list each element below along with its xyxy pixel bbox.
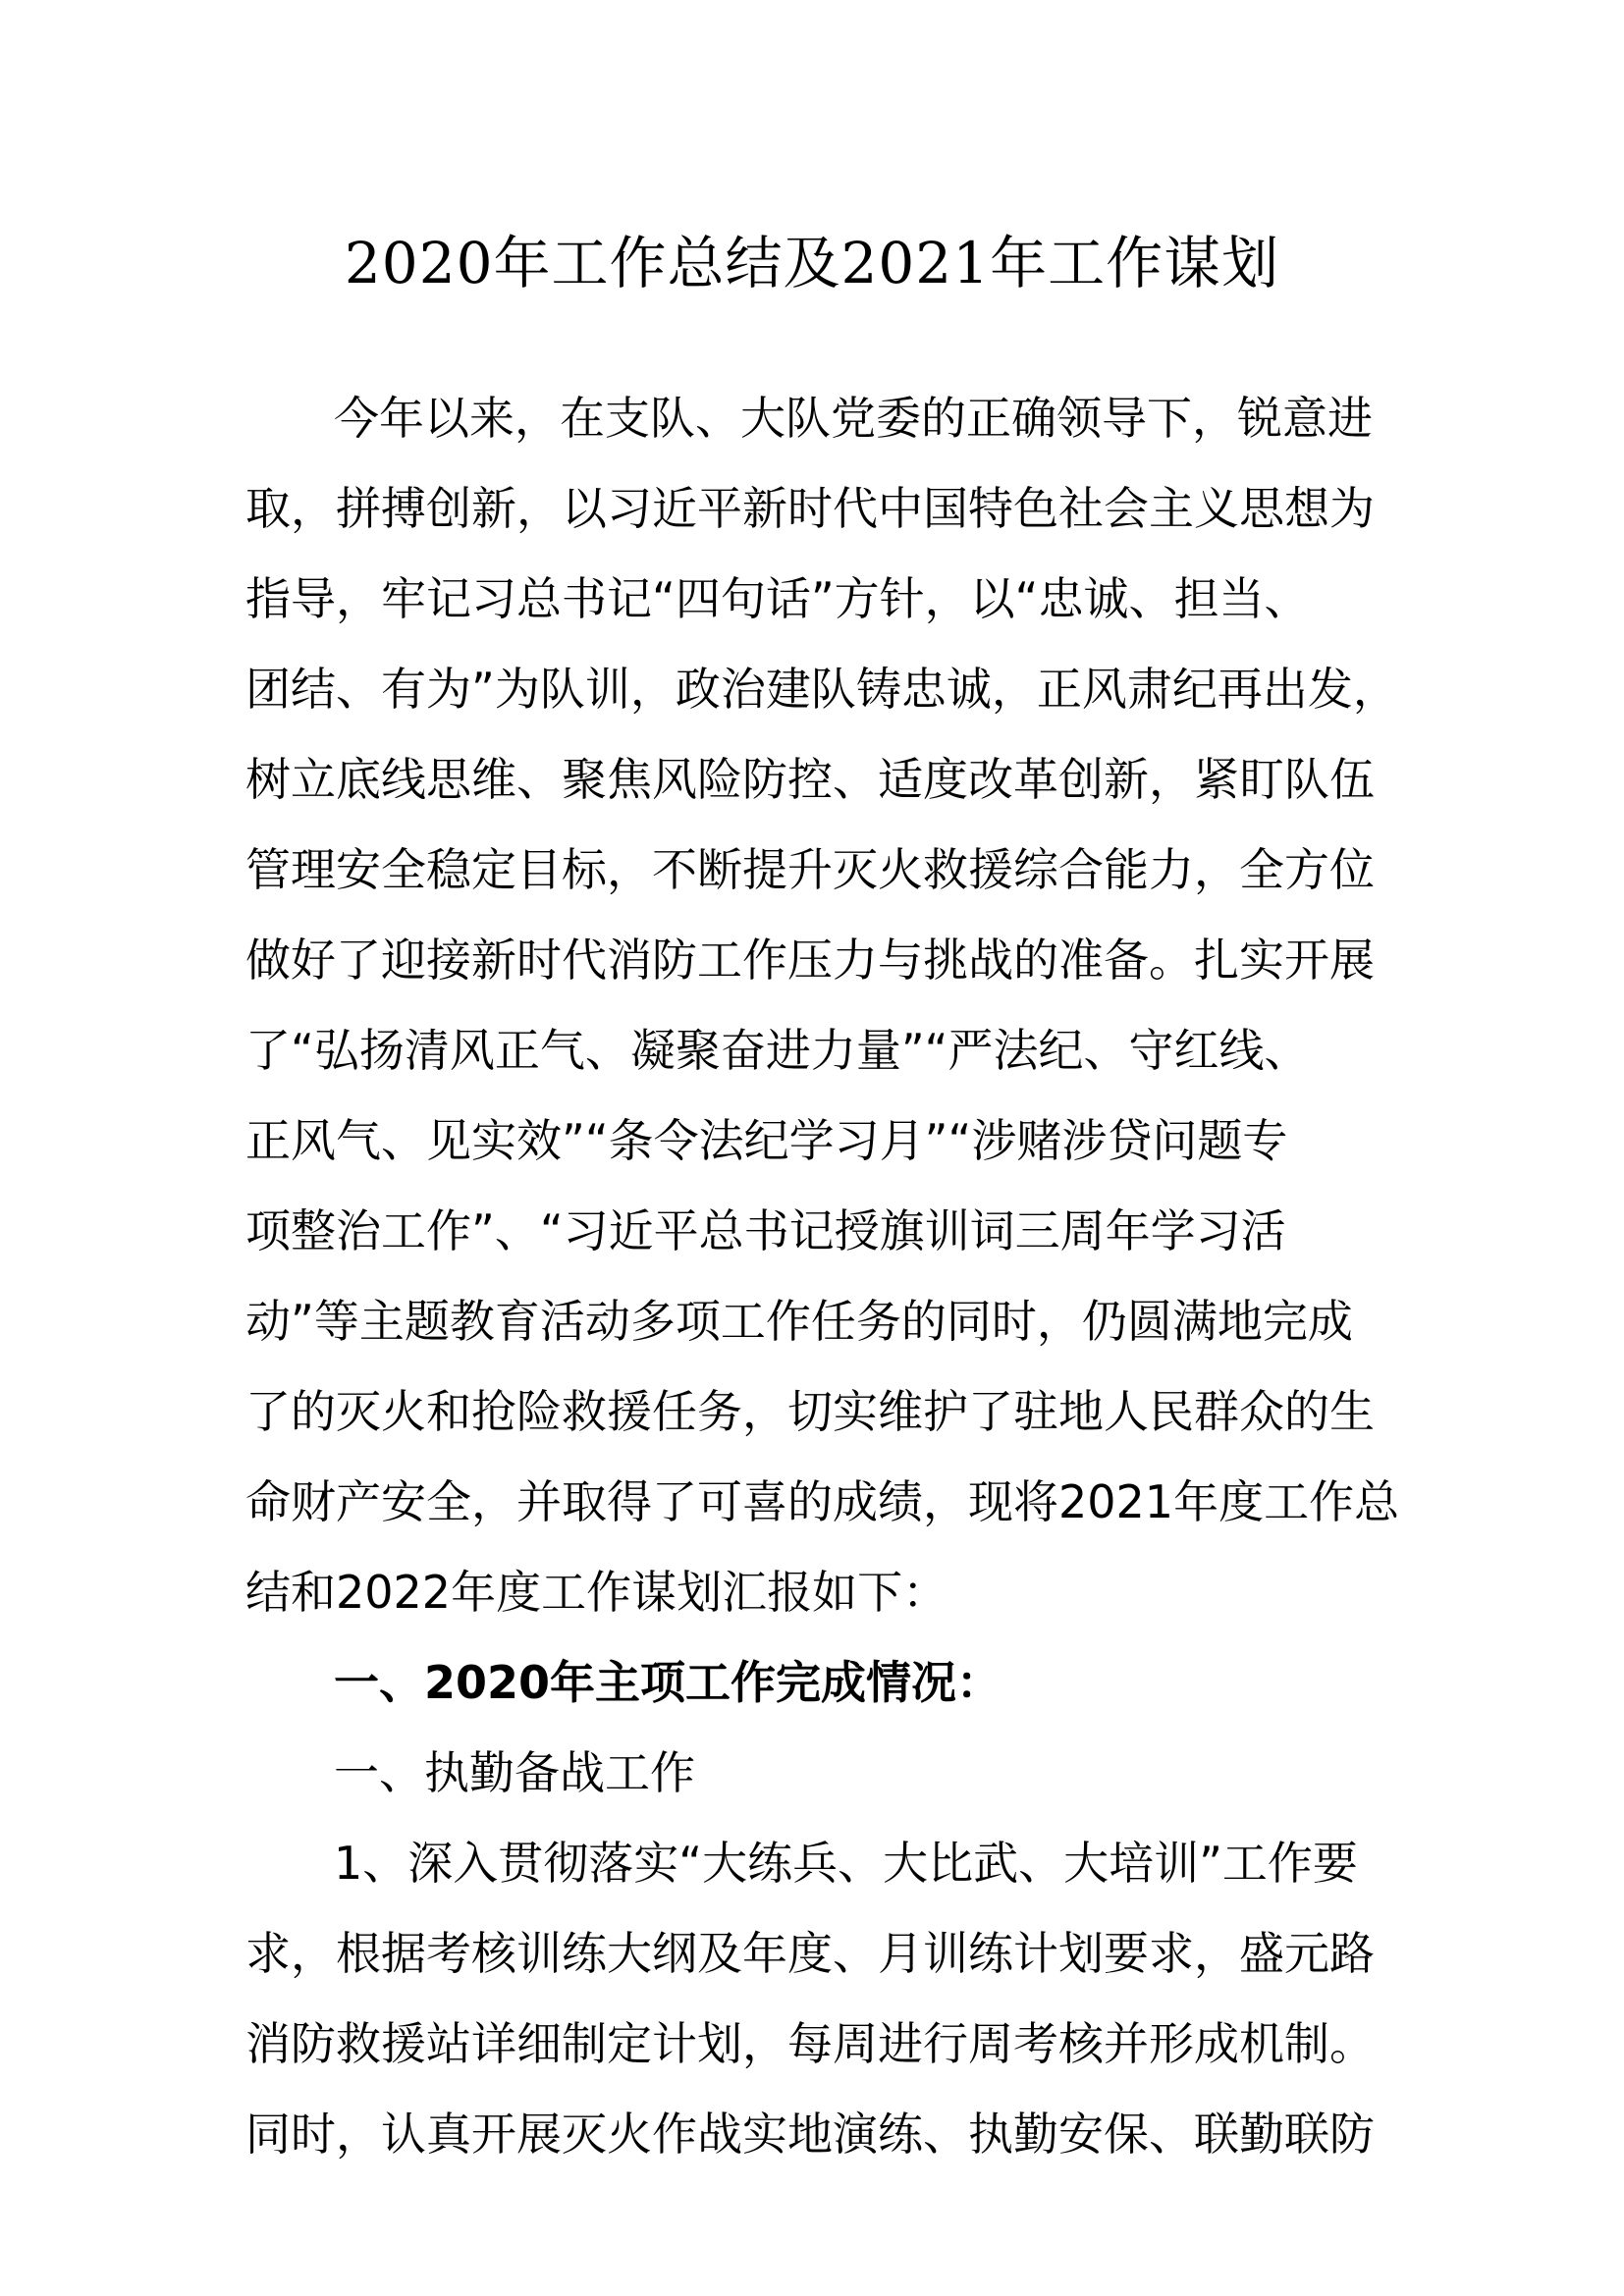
paragraph-line: 今年以来，在支队、大队党委的正确领导下，锐意进: [334, 392, 1373, 445]
paragraph-line: 动”等主题教育活动多项工作任务的同时，仍圆满地完成: [245, 1295, 1353, 1348]
paragraph-line: 命财产安全，并取得了可喜的成绩，现将2021年度工作总: [245, 1475, 1400, 1528]
paragraph-line: 1、深入贯彻落实“大练兵、大比武、大培训”工作要: [334, 1837, 1358, 1890]
paragraph-line: 指导，牢记习总书记“四句话”方针，以“忠诚、担当、: [245, 572, 1310, 625]
paragraph-line: 消防救援站详细制定计划，每周进行周考核并形成机制。: [245, 2017, 1375, 2070]
paragraph-line: 求，根据考核训练大纲及年度、月训练计划要求，盛元路: [245, 1927, 1375, 1980]
section-heading: 一、2020年主项工作完成情况：: [334, 1656, 1002, 1709]
subsection-heading: 一、执勤备战工作: [334, 1746, 695, 1799]
paragraph-line: 正风气、见实效”“条令法纪学习月”“涉赌涉贷问题专: [245, 1114, 1288, 1167]
paragraph-line: 了“弘扬清风正气、凝聚奋进力量”“严法纪、守红线、: [245, 1024, 1310, 1077]
paragraph-line: 取，拼搏创新，以习近平新时代中国特色社会主义思想为: [245, 482, 1375, 535]
paragraph-line: 了的灭火和抢险救援任务，切实维护了驻地人民群众的生: [245, 1385, 1375, 1438]
paragraph-line: 同时，认真开展灭火作战实地演练、执勤安保、联勤联防: [245, 2108, 1375, 2161]
paragraph-line: 结和2022年度工作谋划汇报如下：: [245, 1566, 948, 1619]
paragraph-line: 做好了迎接新时代消防工作压力与挑战的准备。扎实开展: [245, 934, 1375, 987]
paragraph-line: 管理安全稳定目标，不断提升灭火救援综合能力，全方位: [245, 843, 1375, 896]
paragraph-line: 团结、有为”为队训，政治建队铸忠诚，正风肃纪再出发，: [245, 663, 1398, 716]
document-title: 2020年工作总结及2021年工作谋划: [344, 230, 1280, 296]
paragraph-line: 树立底线思维、聚焦风险防控、适度改革创新，紧盯队伍: [245, 753, 1375, 806]
paragraph-line: 项整治工作”、“习近平总书记授旗训词三周年学习活: [245, 1204, 1286, 1257]
